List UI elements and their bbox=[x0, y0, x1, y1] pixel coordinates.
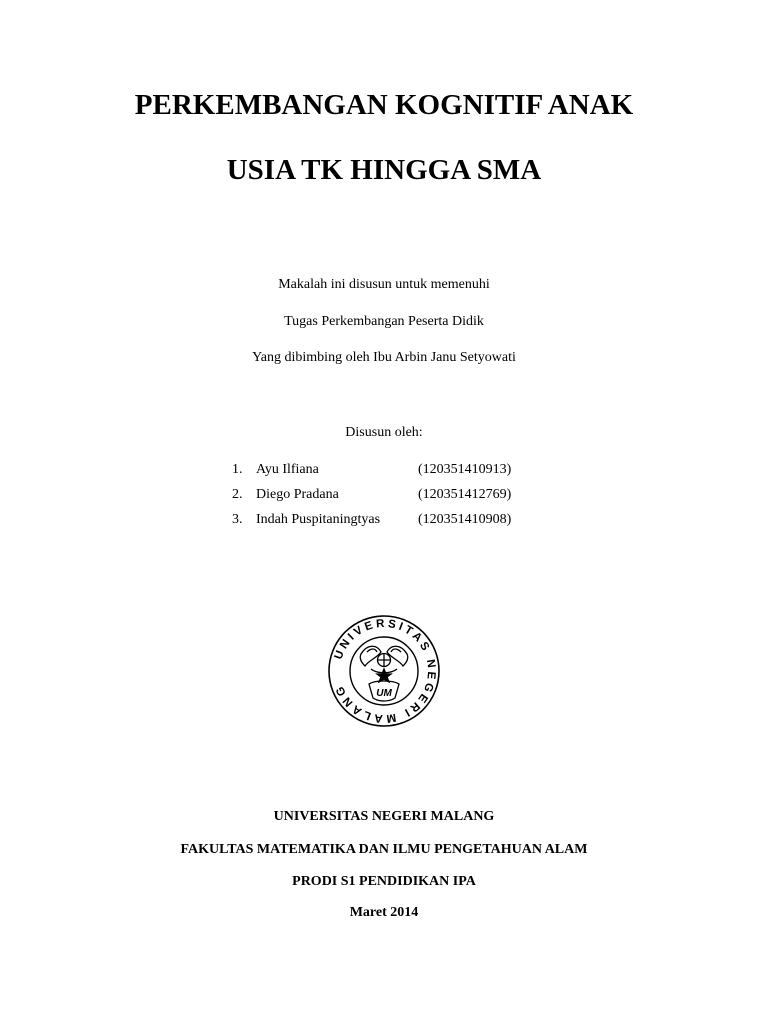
author-name: Ayu Ilfiana bbox=[256, 462, 319, 477]
intro-line-3: Yang dibimbing oleh Ibu Arbin Janu Setyowati bbox=[252, 350, 516, 365]
author-item bbox=[232, 486, 552, 511]
intro-line-2: Tugas Perkembangan Peserta Didik bbox=[284, 314, 484, 329]
program-name: PRODI S1 PENDIDIKAN IPA bbox=[292, 874, 476, 889]
university-name: UNIVERSITAS NEGERI MALANG bbox=[273, 809, 495, 824]
author-name: Diego Pradana bbox=[256, 487, 339, 502]
author-number: 1. bbox=[232, 462, 243, 477]
title-line-1: PERKEMBANGAN KOGNITIF ANAK bbox=[134, 89, 634, 121]
faculty-name: FAKULTAS MATEMATIKA DAN ILMU PENGETAHUAN ALAM bbox=[180, 842, 588, 857]
author-name: Indah Puspitaningtyas bbox=[256, 512, 381, 527]
author-item bbox=[232, 461, 552, 486]
author-id: (120351410908) bbox=[418, 512, 512, 527]
author-item bbox=[232, 511, 552, 536]
author-list bbox=[232, 461, 552, 536]
university-seal-icon bbox=[327, 614, 441, 728]
author-number: 2. bbox=[232, 487, 243, 502]
author-number: 3. bbox=[232, 512, 243, 527]
author-id: (120351410913) bbox=[418, 462, 512, 477]
seal-ring-text: UNIVERSITAS NEGERI MALANG bbox=[332, 617, 438, 725]
author-id: (120351412769) bbox=[418, 487, 512, 502]
seal-monogram: UM bbox=[376, 688, 392, 699]
document-date: Maret 2014 bbox=[349, 905, 419, 920]
title-line-2: USIA TK HINGGA SMA bbox=[226, 154, 542, 186]
prepared-by-label: Disusun oleh: bbox=[345, 425, 423, 440]
intro-line-1: Makalah ini disusun untuk memenuhi bbox=[278, 277, 490, 292]
